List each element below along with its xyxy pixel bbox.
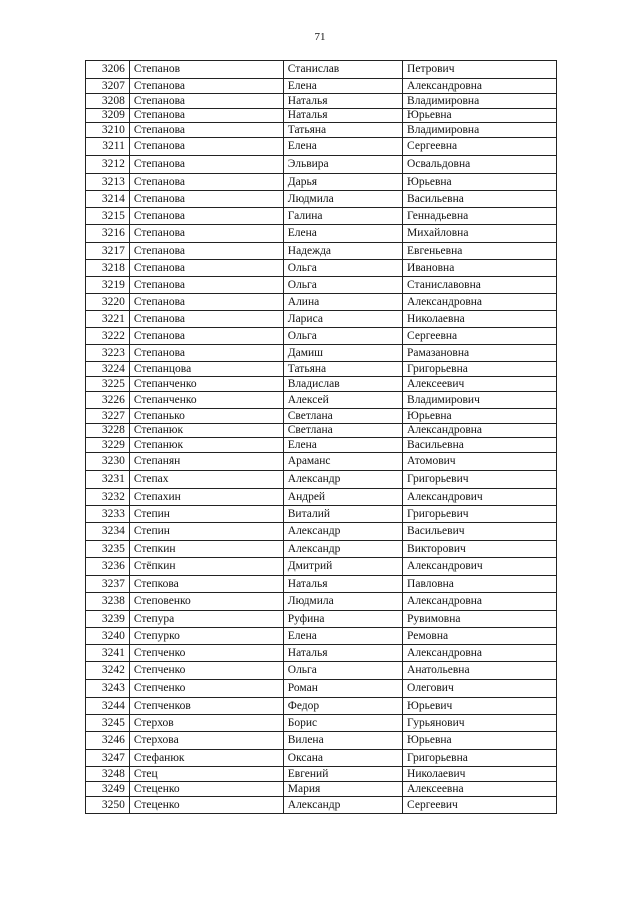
patronymic-cell: Григорьевич (403, 506, 557, 523)
surname-cell: Степура (129, 611, 283, 628)
table-row (86, 732, 557, 750)
patronymic-cell: Григорьевич (403, 471, 557, 489)
table-row (86, 392, 557, 409)
patronymic-cell: Викторович (403, 541, 557, 558)
patronymic-cell: Ивановна (403, 260, 557, 277)
row-number: 3237 (86, 576, 130, 593)
table-row (86, 593, 557, 611)
patronymic-cell: Павловна (403, 576, 557, 593)
first-name-cell: Людмила (283, 191, 402, 208)
first-name-cell: Оксана (283, 750, 402, 767)
patronymic-cell: Сергеевич (403, 797, 557, 814)
surname-cell: Стеценко (129, 797, 283, 814)
table-row (86, 471, 557, 489)
row-number: 3208 (86, 94, 130, 109)
page-number: 71 (314, 31, 326, 43)
table-row (86, 767, 557, 782)
first-name-cell: Андрей (283, 489, 402, 506)
surname-cell: Степин (129, 523, 283, 541)
row-number: 3228 (86, 424, 130, 438)
first-name-cell: Роман (283, 680, 402, 698)
first-name-cell: Наталья (283, 645, 402, 662)
patronymic-cell: Александровна (403, 424, 557, 438)
row-number: 3250 (86, 797, 130, 814)
patronymic-cell: Васильевна (403, 438, 557, 453)
surname-cell: Степанцова (129, 362, 283, 377)
patronymic-cell: Рамазановна (403, 345, 557, 362)
patronymic-cell: Юрьевна (403, 732, 557, 750)
surname-cell: Стеценко (129, 782, 283, 797)
first-name-cell: Дарья (283, 174, 402, 191)
surname-cell: Степанова (129, 208, 283, 225)
first-name-cell: Татьяна (283, 362, 402, 377)
table-row (86, 424, 557, 438)
row-number: 3227 (86, 409, 130, 424)
patronymic-cell: Владимирович (403, 392, 557, 409)
patronymic-cell: Геннадьевна (403, 208, 557, 225)
table-row (86, 645, 557, 662)
surname-cell: Степах (129, 471, 283, 489)
surname-cell: Степченков (129, 698, 283, 715)
roster-body (86, 61, 557, 814)
patronymic-cell: Михайловна (403, 225, 557, 243)
first-name-cell: Наталья (283, 94, 402, 109)
patronymic-cell: Юрьевич (403, 698, 557, 715)
table-row (86, 94, 557, 109)
surname-cell: Степанова (129, 277, 283, 294)
surname-cell: Степанов (129, 61, 283, 79)
table-row (86, 628, 557, 645)
first-name-cell: Галина (283, 208, 402, 225)
table-row (86, 715, 557, 732)
table-row (86, 698, 557, 715)
first-name-cell: Виталий (283, 506, 402, 523)
row-number: 3246 (86, 732, 130, 750)
first-name-cell: Людмила (283, 593, 402, 611)
table-row (86, 523, 557, 541)
surname-cell: Степченко (129, 662, 283, 680)
first-name-cell: Ольга (283, 277, 402, 294)
table-row (86, 662, 557, 680)
table-row (86, 797, 557, 814)
surname-cell: Степанова (129, 225, 283, 243)
first-name-cell: Ольга (283, 662, 402, 680)
table-row (86, 260, 557, 277)
table-row (86, 453, 557, 471)
row-number: 3242 (86, 662, 130, 680)
row-number: 3240 (86, 628, 130, 645)
patronymic-cell: Алексеевич (403, 377, 557, 392)
surname-cell: Степанова (129, 174, 283, 191)
table-row (86, 611, 557, 628)
patronymic-cell: Евгеньевна (403, 243, 557, 260)
row-number: 3233 (86, 506, 130, 523)
patronymic-cell: Станиславовна (403, 277, 557, 294)
surname-cell: Степурко (129, 628, 283, 645)
surname-cell: Степин (129, 506, 283, 523)
first-name-cell: Елена (283, 79, 402, 94)
first-name-cell: Ольга (283, 260, 402, 277)
table-row (86, 558, 557, 576)
row-number: 3232 (86, 489, 130, 506)
patronymic-cell: Юрьевна (403, 174, 557, 191)
surname-cell: Степанова (129, 156, 283, 174)
first-name-cell: Лариса (283, 311, 402, 328)
patronymic-cell: Александровна (403, 294, 557, 311)
table-row (86, 409, 557, 424)
patronymic-cell: Атомович (403, 453, 557, 471)
surname-cell: Степанова (129, 328, 283, 345)
first-name-cell: Светлана (283, 424, 402, 438)
row-number: 3207 (86, 79, 130, 94)
first-name-cell: Вилена (283, 732, 402, 750)
row-number: 3239 (86, 611, 130, 628)
patronymic-cell: Николаевич (403, 767, 557, 782)
first-name-cell: Станислав (283, 61, 402, 79)
row-number: 3236 (86, 558, 130, 576)
surname-cell: Степкова (129, 576, 283, 593)
first-name-cell: Евгений (283, 767, 402, 782)
table-row (86, 294, 557, 311)
surname-cell: Степченко (129, 645, 283, 662)
first-name-cell: Александр (283, 523, 402, 541)
row-number: 3206 (86, 61, 130, 79)
surname-cell: Степанова (129, 191, 283, 208)
surname-cell: Степахин (129, 489, 283, 506)
row-number: 3213 (86, 174, 130, 191)
row-number: 3219 (86, 277, 130, 294)
table-row (86, 311, 557, 328)
table-row (86, 61, 557, 79)
table-row (86, 156, 557, 174)
surname-cell: Стерхова (129, 732, 283, 750)
surname-cell: Степанюк (129, 438, 283, 453)
table-row (86, 243, 557, 260)
patronymic-cell: Гурьянович (403, 715, 557, 732)
first-name-cell: Надежда (283, 243, 402, 260)
table-row (86, 225, 557, 243)
table-row (86, 377, 557, 392)
row-number: 3222 (86, 328, 130, 345)
first-name-cell: Федор (283, 698, 402, 715)
row-number: 3212 (86, 156, 130, 174)
first-name-cell: Владислав (283, 377, 402, 392)
patronymic-cell: Васильевна (403, 191, 557, 208)
row-number: 3230 (86, 453, 130, 471)
first-name-cell: Борис (283, 715, 402, 732)
first-name-cell: Ольга (283, 328, 402, 345)
row-number: 3243 (86, 680, 130, 698)
row-number: 3238 (86, 593, 130, 611)
table-row (86, 782, 557, 797)
row-number: 3249 (86, 782, 130, 797)
patronymic-cell: Васильевич (403, 523, 557, 541)
patronymic-cell: Рувимовна (403, 611, 557, 628)
row-number: 3221 (86, 311, 130, 328)
surname-cell: Степанова (129, 294, 283, 311)
patronymic-cell: Владимировна (403, 123, 557, 138)
surname-cell: Степанова (129, 138, 283, 156)
patronymic-cell: Александрович (403, 489, 557, 506)
surname-cell: Стёпкин (129, 558, 283, 576)
first-name-cell: Дмитрий (283, 558, 402, 576)
patronymic-cell: Юрьевна (403, 409, 557, 424)
row-number: 3209 (86, 109, 130, 123)
patronymic-cell: Анатольевна (403, 662, 557, 680)
first-name-cell: Елена (283, 438, 402, 453)
row-number: 3226 (86, 392, 130, 409)
table-row (86, 277, 557, 294)
row-number: 3211 (86, 138, 130, 156)
row-number: 3229 (86, 438, 130, 453)
surname-cell: Степанова (129, 345, 283, 362)
table-row (86, 109, 557, 123)
patronymic-cell: Освальдовна (403, 156, 557, 174)
table-row (86, 138, 557, 156)
surname-cell: Степанова (129, 123, 283, 138)
surname-cell: Стерхов (129, 715, 283, 732)
table-row (86, 123, 557, 138)
table-row (86, 489, 557, 506)
table-row (86, 506, 557, 523)
row-number: 3231 (86, 471, 130, 489)
surname-cell: Стец (129, 767, 283, 782)
surname-cell: Степанченко (129, 392, 283, 409)
table-row (86, 362, 557, 377)
table-row (86, 79, 557, 94)
surname-cell: Степанько (129, 409, 283, 424)
patronymic-cell: Александрович (403, 558, 557, 576)
table-row (86, 345, 557, 362)
patronymic-cell: Григорьевна (403, 362, 557, 377)
table-row (86, 438, 557, 453)
patronymic-cell: Олегович (403, 680, 557, 698)
first-name-cell: Араманс (283, 453, 402, 471)
row-number: 3215 (86, 208, 130, 225)
row-number: 3224 (86, 362, 130, 377)
table-row (86, 208, 557, 225)
first-name-cell: Татьяна (283, 123, 402, 138)
row-number: 3244 (86, 698, 130, 715)
row-number: 3210 (86, 123, 130, 138)
row-number: 3214 (86, 191, 130, 208)
patronymic-cell: Александровна (403, 79, 557, 94)
row-number: 3223 (86, 345, 130, 362)
patronymic-cell: Владимировна (403, 94, 557, 109)
surname-cell: Степанова (129, 109, 283, 123)
first-name-cell: Елена (283, 225, 402, 243)
patronymic-cell: Юрьевна (403, 109, 557, 123)
surname-cell: Степченко (129, 680, 283, 698)
patronymic-cell: Александровна (403, 593, 557, 611)
first-name-cell: Алина (283, 294, 402, 311)
surname-cell: Степанова (129, 79, 283, 94)
table-row (86, 191, 557, 208)
first-name-cell: Эльвира (283, 156, 402, 174)
row-number: 3245 (86, 715, 130, 732)
row-number: 3220 (86, 294, 130, 311)
patronymic-cell: Григорьевна (403, 750, 557, 767)
row-number: 3241 (86, 645, 130, 662)
surname-cell: Степанова (129, 94, 283, 109)
first-name-cell: Мария (283, 782, 402, 797)
table-row (86, 174, 557, 191)
patronymic-cell: Алексеевна (403, 782, 557, 797)
patronymic-cell: Александровна (403, 645, 557, 662)
surname-cell: Степанова (129, 260, 283, 277)
surname-cell: Степкин (129, 541, 283, 558)
row-number: 3248 (86, 767, 130, 782)
table-row (86, 750, 557, 767)
surname-cell: Степанова (129, 243, 283, 260)
first-name-cell: Наталья (283, 109, 402, 123)
table-row (86, 576, 557, 593)
first-name-cell: Наталья (283, 576, 402, 593)
row-number: 3234 (86, 523, 130, 541)
table-row (86, 541, 557, 558)
surname-cell: Степанова (129, 311, 283, 328)
table-row (86, 328, 557, 345)
first-name-cell: Алексей (283, 392, 402, 409)
row-number: 3217 (86, 243, 130, 260)
roster-table (85, 60, 557, 814)
patronymic-cell: Петрович (403, 61, 557, 79)
first-name-cell: Александр (283, 541, 402, 558)
first-name-cell: Елена (283, 138, 402, 156)
patronymic-cell: Сергеевна (403, 328, 557, 345)
surname-cell: Степанюк (129, 424, 283, 438)
row-number: 3225 (86, 377, 130, 392)
surname-cell: Степовенко (129, 593, 283, 611)
patronymic-cell: Ремовна (403, 628, 557, 645)
first-name-cell: Светлана (283, 409, 402, 424)
row-number: 3235 (86, 541, 130, 558)
table-row (86, 680, 557, 698)
surname-cell: Степанян (129, 453, 283, 471)
first-name-cell: Александр (283, 797, 402, 814)
first-name-cell: Елена (283, 628, 402, 645)
patronymic-cell: Николаевна (403, 311, 557, 328)
first-name-cell: Руфина (283, 611, 402, 628)
first-name-cell: Александр (283, 471, 402, 489)
row-number: 3247 (86, 750, 130, 767)
patronymic-cell: Сергеевна (403, 138, 557, 156)
surname-cell: Степанченко (129, 377, 283, 392)
row-number: 3218 (86, 260, 130, 277)
surname-cell: Стефанюк (129, 750, 283, 767)
first-name-cell: Дамиш (283, 345, 402, 362)
row-number: 3216 (86, 225, 130, 243)
